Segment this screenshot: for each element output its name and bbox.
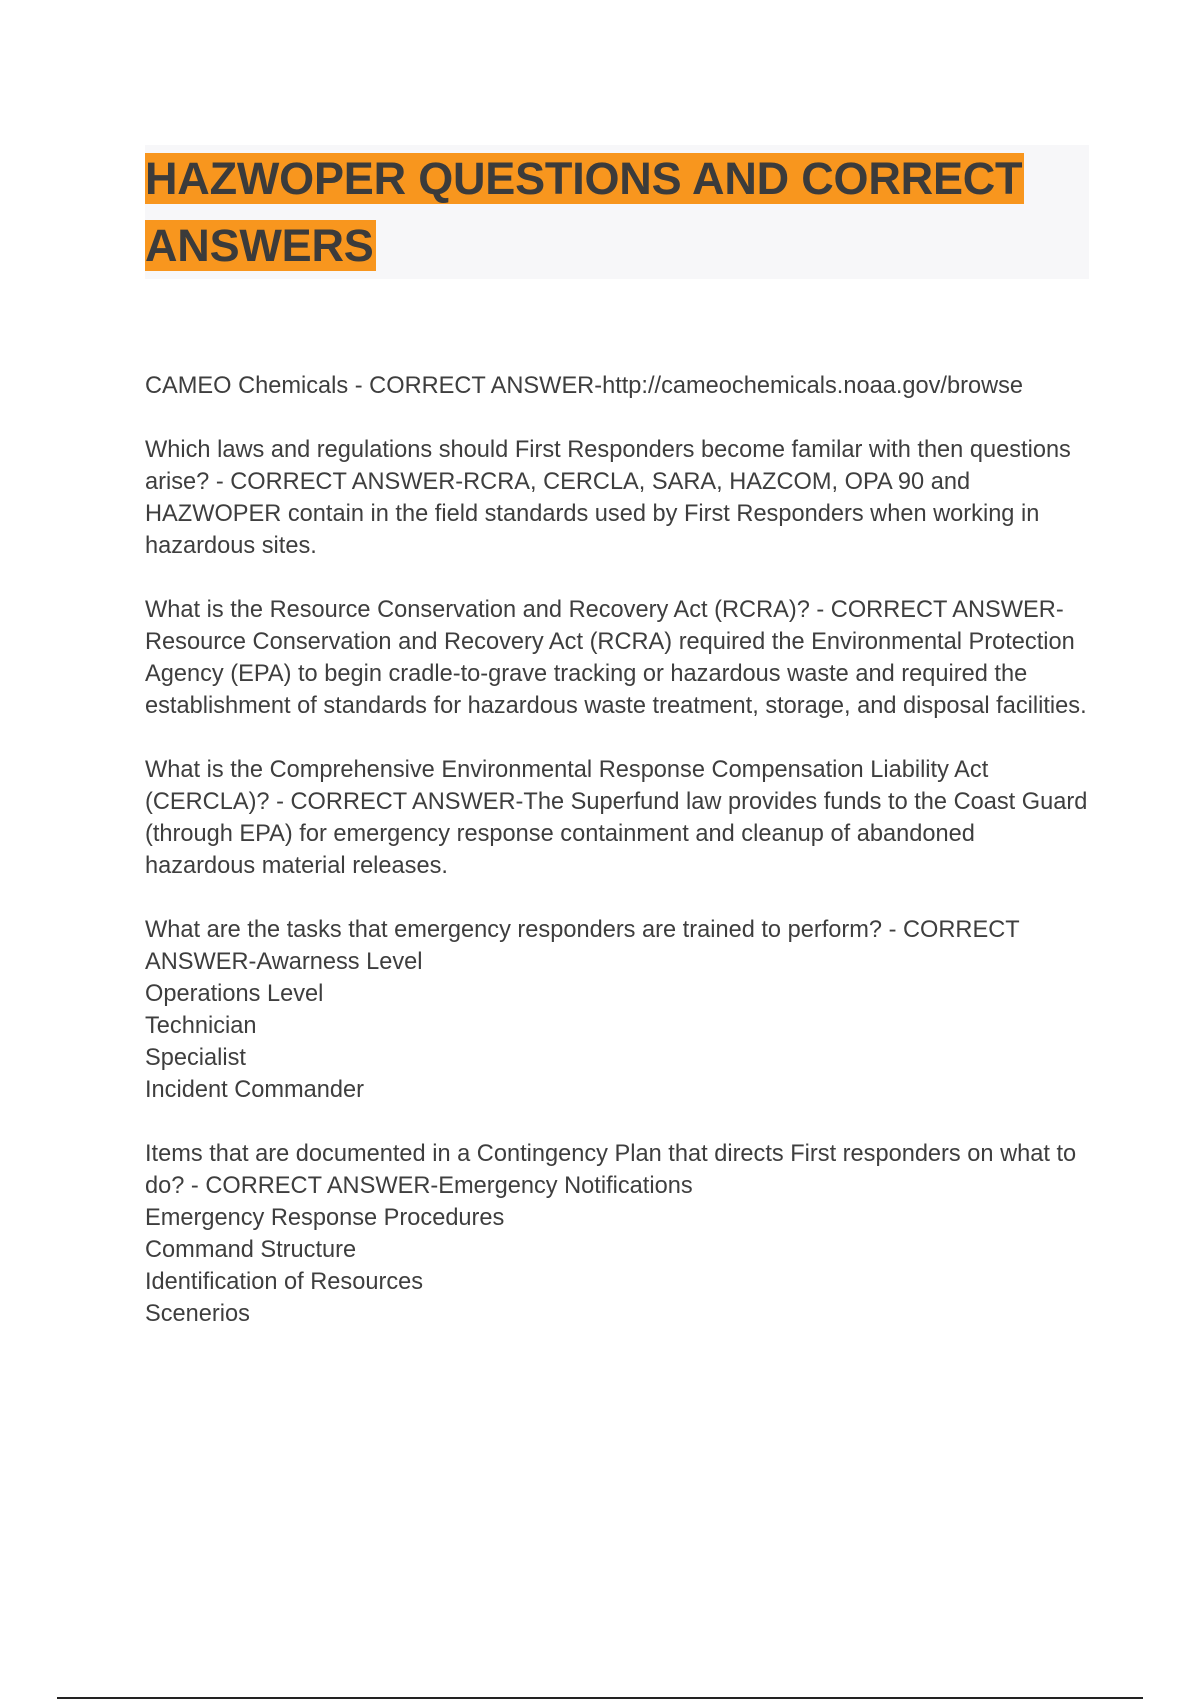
qa-text: What is the Comprehensive Environmental Response Compensation Liability Act (CERCLA)? - CORRECT ANSWER-The Superfund law provides funds to the Coast Guard (through EPA) for emergency response containment and cleanup of abandoned hazardous material releases. [145, 757, 1088, 879]
answer-list-item: Technician [145, 1013, 257, 1039]
qa-item-laws [145, 434, 1090, 562]
answer-list-item: Incident Commander [145, 1077, 365, 1103]
qa-item-cameo [145, 370, 1090, 402]
qa-item-contingency [145, 1138, 1090, 1330]
qa-text: CAMEO Chemicals - CORRECT ANSWER-http://cameochemicals.noaa.gov/browse [145, 373, 1024, 399]
qa-item-cercla [145, 754, 1090, 882]
qa-item-tasks [145, 914, 1090, 1106]
answer-list-item: Emergency Response Procedures [145, 1205, 505, 1231]
answer-list-item: Specialist [145, 1045, 246, 1071]
answer-list-item: Identification of Resources [145, 1269, 424, 1295]
qa-text: Which laws and regulations should First Responders become familar with then questions arise? - CORRECT ANSWER-RCRA, CERCLA, SARA, HAZCOM, OPA 90 and HAZWOPER contain in the field standards used by First Responders when working in hazardous sites. [145, 437, 1071, 559]
page-title [145, 145, 1089, 279]
answer-list-item: Operations Level [145, 981, 324, 1007]
qa-text: What are the tasks that emergency responders are trained to perform? - CORRECT ANSWER-Awarness Level [145, 917, 1020, 975]
page-bottom-divider [57, 1697, 1143, 1699]
qa-item-rcra [145, 594, 1090, 722]
answer-list-item: Command Structure [145, 1237, 357, 1263]
title-highlight: HAZWOPER QUESTIONS AND CORRECT ANSWERS [145, 153, 1023, 271]
qa-text: What is the Resource Conservation and Recovery Act (RCRA)? - CORRECT ANSWER-Resource Conservation and Recovery Act (RCRA) required the Environmental Protection Agency (EPA) to begin cradle-to-grave tracking or hazardous waste and required the establishment of standards for hazardous waste treatment, storage, and disposal facilities. [145, 597, 1087, 719]
title-block [145, 145, 1089, 279]
qa-text: Items that are documented in a Contingency Plan that directs First responders on what to do? - CORRECT ANSWER-Emergency Notifications [145, 1141, 1077, 1199]
qa-content [145, 370, 1090, 1362]
answer-list-item: Scenerios [145, 1301, 250, 1327]
